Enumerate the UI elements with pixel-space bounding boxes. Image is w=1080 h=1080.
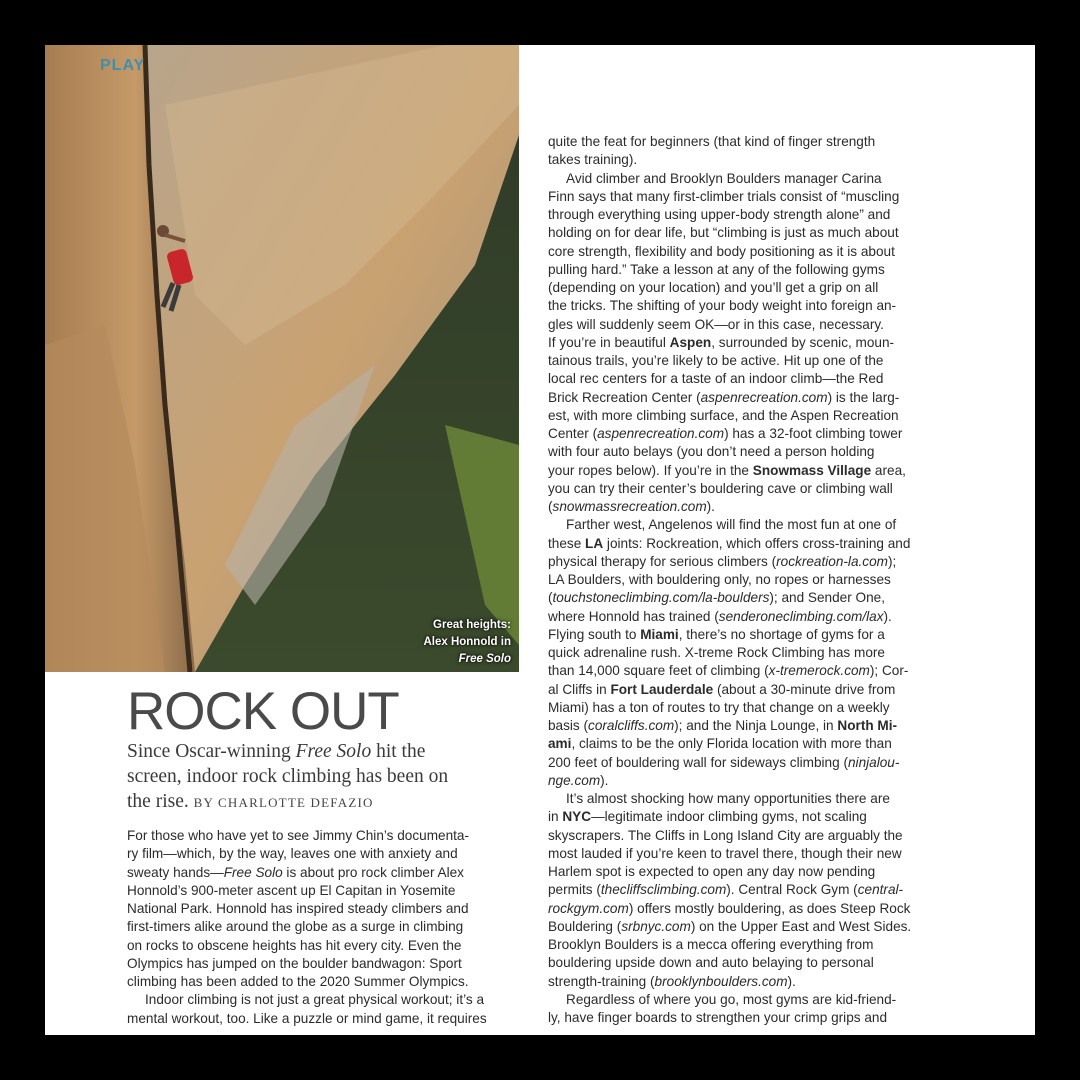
- text-line: climbing has been added to the 2020 Summer Olympics.: [127, 974, 469, 989]
- text-line: Honnold’s 900-meter ascent up El Capitan in Yosemite: [127, 882, 456, 898]
- text-line: first-timers alike around the globe as a surge in climbing: [127, 919, 464, 935]
- text-line: Center (aspenrecreation.com) has a 32-foot climbing tower: [548, 426, 903, 441]
- text-line: your ropes below). If you’re in the Snowmass Village area,: [548, 462, 906, 478]
- climber-photo: [45, 45, 519, 672]
- text-line: permits (thecliffsclimbing.com). Central Rock Gym (central-: [548, 882, 904, 898]
- text-line: (touchstoneclimbing.com/la-boulders); and Sender One,: [548, 590, 886, 606]
- text-line: Olympics has jumped on the boulder bandwagon: Sport: [127, 955, 462, 971]
- body-column-left: [127, 827, 527, 1028]
- text-line: Brick Recreation Center (aspenrecreation.com) is the larg-: [548, 389, 900, 405]
- caption-line: Great heights:: [433, 619, 511, 631]
- text-line: sweaty hands—Free Solo is about pro rock climber Alex: [127, 864, 464, 880]
- text-line: physical therapy for serious climbers (rockreation-la.com);: [548, 553, 897, 569]
- text-line: with four auto belays (you don’t need a person holding: [548, 444, 875, 460]
- text-line: mental workout, too. Like a puzzle or mind game, it requires: [127, 1010, 487, 1026]
- text-line: Miami) has a ton of routes to try that change on a weekly: [548, 699, 890, 715]
- text-line: through everything using upper-body strength alone” and: [548, 207, 891, 222]
- text-line: most lauded if you’re keen to travel there, though their new: [548, 845, 902, 861]
- text-line: Bouldering (srbnyc.com) on the Upper East and West Sides.: [548, 918, 912, 934]
- text-line: ry film—which, by the way, leaves one with anxiety and: [127, 846, 458, 862]
- byline: BY CHARLOTTE DEFAZIO: [193, 795, 374, 810]
- dek-line: screen, indoor rock climbing has been on: [127, 766, 449, 787]
- text-line: Harlem spot is expected to open any day now pending: [548, 864, 876, 879]
- text-line: where Honnold has trained (senderoneclimbing.com/lax).: [548, 608, 892, 624]
- dek-line: Since Oscar-winning Free Solo hit the: [127, 741, 426, 762]
- text-line: you can try their center’s bouldering cave or climbing wall: [548, 480, 893, 496]
- rock-wall-illustration: [45, 45, 519, 672]
- text-line: quick adrenaline rush. X-treme Rock Climbing has more: [548, 645, 885, 660]
- text-line: tainous trails, you’re likely to be active. Hit up one of the: [548, 353, 884, 368]
- text-line: basis (coralcliffs.com); and the Ninja Lounge, in North Mi-: [548, 718, 898, 733]
- text-line: It’s almost shocking how many opportunities there are: [566, 791, 890, 806]
- photo-caption: [351, 617, 511, 668]
- dek: [127, 739, 517, 814]
- text-line: rockgym.com) offers mostly bouldering, as does Steep Rock: [548, 900, 911, 916]
- text-line: core strength, flexibility and body positioning as it is about: [548, 243, 895, 259]
- magazine-page: [45, 45, 1035, 1035]
- text-line: ami, claims to be the only Florida location with more than: [548, 736, 892, 752]
- text-line: Brooklyn Boulders is a mecca offering everything from: [548, 937, 874, 952]
- text-line: (depending on your location) and you’ll get a grip on all: [548, 280, 879, 295]
- text-line: Farther west, Angelenos will find the most fun at one of: [566, 517, 897, 533]
- text-line: Finn says that many first-climber trials consist of “muscling: [548, 188, 900, 204]
- text-line: nge.com).: [548, 772, 609, 788]
- text-line: strength-training (brooklynboulders.com).: [548, 973, 796, 989]
- text-line: est, with more climbing surface, and the Aspen Recreation: [548, 407, 899, 423]
- text-line: skyscrapers. The Cliffs in Long Island City are arguably the: [548, 827, 903, 843]
- text-line: quite the feat for beginners (that kind of finger strength: [548, 134, 876, 149]
- text-line: Regardless of where you go, most gyms are kid-friend-: [566, 991, 897, 1007]
- text-line: in NYC—legitimate indoor climbing gyms, not scaling: [548, 809, 867, 825]
- text-line: 200 feet of bouldering wall for sideways climbing (ninjalou-: [548, 754, 900, 770]
- text-line: National Park. Honnold has inspired steady climbers and: [127, 901, 469, 916]
- body-column-right: [548, 133, 968, 1027]
- text-line: takes training).: [548, 152, 638, 168]
- text-line: holding on for dear life, but “climbing is just as much about: [548, 225, 899, 241]
- text-line: these LA joints: Rockreation, which offers cross-training and: [548, 535, 911, 551]
- text-line: ly, have finger boards to strengthen your crimp grips and: [548, 1010, 888, 1025]
- text-line: Indoor climbing is not just a great physical workout; it’s a: [145, 992, 485, 1008]
- section-tag: PLAY: [100, 57, 146, 74]
- text-line: than 14,000 square feet of climbing (x-tremerock.com); Cor-: [548, 663, 909, 679]
- text-line: For those who have yet to see Jimmy Chin’s documenta-: [127, 828, 470, 843]
- text-line: (snowmassrecreation.com).: [548, 499, 715, 514]
- text-line: on rocks to obscene heights has hit every city. Even the: [127, 937, 462, 953]
- dek-line: the rise. BY CHARLOTTE DEFAZIO: [127, 791, 374, 812]
- headline: ROCK OUT: [127, 682, 399, 741]
- text-line: pulling hard.” Take a lesson at any of the following gyms: [548, 261, 885, 277]
- text-line: If you’re in beautiful Aspen, surrounded by scenic, moun-: [548, 334, 895, 350]
- text-line: bouldering upside down and auto belaying to personal: [548, 955, 874, 971]
- text-line: local rec centers for a taste of an indoor climb—the Red: [548, 371, 884, 387]
- caption-line: Free Solo: [458, 653, 511, 665]
- text-line: Flying south to Miami, there’s no shortage of gyms for a: [548, 626, 885, 642]
- text-line: al Cliffs in Fort Lauderdale (about a 30-minute drive from: [548, 681, 896, 697]
- text-line: the tricks. The shifting of your body weight into foreign an-: [548, 298, 897, 314]
- text-line: LA Boulders, with bouldering only, no ropes or harnesses: [548, 572, 891, 587]
- caption-line: Alex Honnold in: [423, 636, 511, 648]
- text-line: Avid climber and Brooklyn Boulders manager Carina: [566, 170, 882, 186]
- text-line: gles will suddenly seem OK—or in this case, necessary.: [548, 316, 884, 332]
